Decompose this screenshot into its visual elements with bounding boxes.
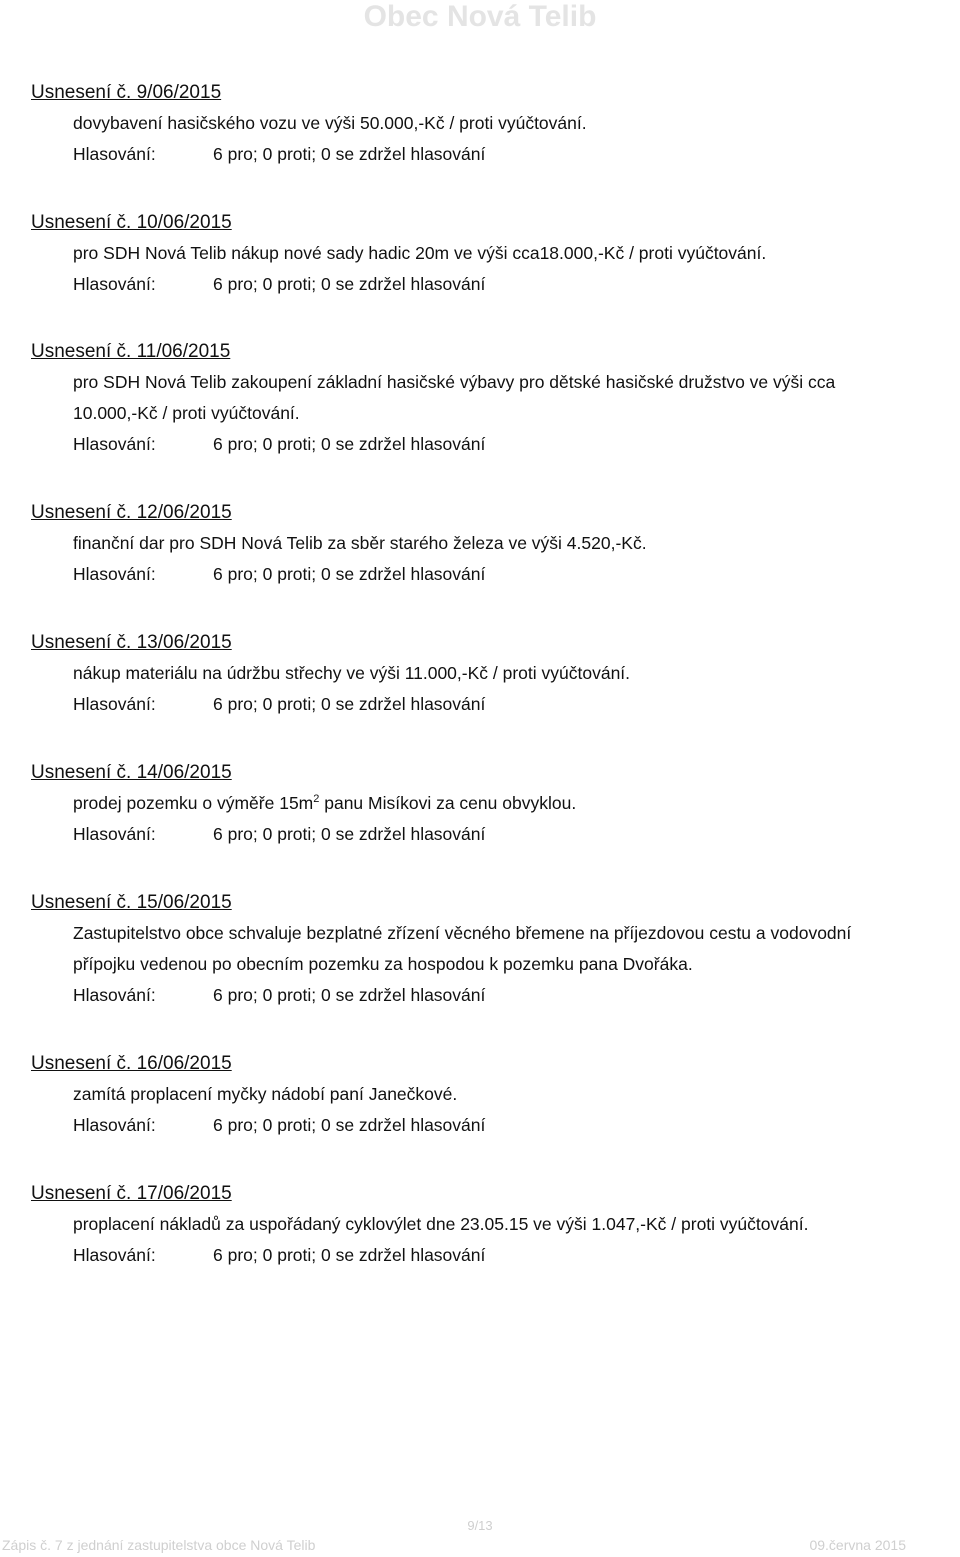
- vote-row: [73, 559, 956, 590]
- vote-result: 6 pro; 0 proti; 0 se zdržel hlasování: [213, 694, 486, 714]
- vote-label: Hlasování:: [73, 274, 156, 294]
- resolution-text: přípojku vedenou po obecním pozemku za hospodou k pozemku pana Dvořáka.: [73, 954, 693, 974]
- vote-result: 6 pro; 0 proti; 0 se zdržel hlasování: [213, 434, 486, 454]
- vote-result: 6 pro; 0 proti; 0 se zdržel hlasování: [213, 824, 486, 844]
- vote-row: [73, 429, 956, 460]
- resolution-text: proplacení nákladů za uspořádaný cyklovýlet dne 23.05.15 ve výši 1.047,-Kč / proti vyúčtování.: [73, 1214, 809, 1234]
- resolution-13: [31, 628, 956, 720]
- vote-row: [73, 689, 956, 720]
- resolution-text: pro SDH Nová Telib nákup nové sady hadic 20m ve výši cca18.000,-Kč / proti vyúčtování.: [73, 243, 767, 263]
- resolution-15: [31, 888, 956, 1011]
- vote-row: [73, 1110, 956, 1141]
- resolution-title: Usnesení č. 10/06/2015: [31, 212, 232, 233]
- superscript: 2: [313, 793, 320, 806]
- header-watermark: Obec Nová Telib: [363, 0, 597, 33]
- resolution-10: [31, 208, 956, 300]
- resolution-text: nákup materiálu na údržbu střechy ve výši 11.000,-Kč / proti vyúčtování.: [73, 663, 631, 683]
- resolutions-list: [31, 78, 956, 1271]
- resolution-14: [31, 758, 956, 850]
- vote-label: Hlasování:: [73, 985, 156, 1005]
- resolution-text: finanční dar pro SDH Nová Telib za sběr starého železa ve výši 4.520,-Kč.: [73, 533, 647, 553]
- resolution-text: pro SDH Nová Telib zakoupení základní hasičské výbavy pro dětské hasičské družstvo ve výši cca: [73, 372, 836, 392]
- resolution-title: Usnesení č. 16/06/2015: [31, 1053, 232, 1074]
- vote-row: [73, 1240, 956, 1271]
- resolution-text: dovybavení hasičského vozu ve výši 50.000,-Kč / proti vyúčtování.: [73, 113, 587, 133]
- vote-row: [73, 139, 956, 170]
- resolution-text: Zastupitelstvo obce schvaluje bezplatné zřízení věcného břemene na příjezdovou cestu a vodovodní: [73, 923, 852, 943]
- resolution-text: zamítá proplacení myčky nádobí paní Janečkové.: [73, 1084, 458, 1104]
- vote-label: Hlasování:: [73, 434, 156, 454]
- vote-row: [73, 819, 956, 850]
- vote-row: [73, 269, 956, 300]
- vote-result: 6 pro; 0 proti; 0 se zdržel hlasování: [213, 985, 486, 1005]
- resolution-17: [31, 1179, 956, 1271]
- vote-label: Hlasování:: [73, 824, 156, 844]
- resolution-title: Usnesení č. 15/06/2015: [31, 892, 232, 913]
- resolution-9: [31, 78, 956, 170]
- vote-row: [73, 980, 956, 1011]
- vote-label: Hlasování:: [73, 694, 156, 714]
- resolution-title: Usnesení č. 11/06/2015: [31, 341, 231, 362]
- vote-label: Hlasování:: [73, 144, 156, 164]
- resolution-text-part: prodej pozemku o výměře 15m: [73, 793, 314, 813]
- resolution-12: [31, 498, 956, 590]
- vote-label: Hlasování:: [73, 564, 156, 584]
- vote-result: 6 pro; 0 proti; 0 se zdržel hlasování: [213, 564, 486, 584]
- resolution-text-part: panu Misíkovi za cenu obvyklou.: [319, 793, 577, 813]
- resolution-text: [73, 788, 956, 819]
- vote-label: Hlasování:: [73, 1245, 156, 1265]
- page-number: 9/13: [467, 1518, 493, 1533]
- resolution-title: Usnesení č. 14/06/2015: [31, 762, 232, 783]
- resolution-text: 10.000,-Kč / proti vyúčtování.: [73, 403, 300, 423]
- footer-date: 09.června 2015: [809, 1537, 906, 1553]
- resolution-title: Usnesení č. 12/06/2015: [31, 502, 232, 523]
- vote-result: 6 pro; 0 proti; 0 se zdržel hlasování: [213, 1115, 486, 1135]
- resolution-title: Usnesení č. 9/06/2015: [31, 82, 222, 103]
- resolution-title: Usnesení č. 17/06/2015: [31, 1183, 232, 1204]
- vote-result: 6 pro; 0 proti; 0 se zdržel hlasování: [213, 1245, 486, 1265]
- resolution-title: Usnesení č. 13/06/2015: [31, 632, 232, 653]
- resolution-11: [31, 337, 956, 460]
- footer-document-title: Zápis č. 7 z jednání zastupitelstva obce Nová Telib: [2, 1537, 316, 1553]
- vote-result: 6 pro; 0 proti; 0 se zdržel hlasování: [213, 144, 486, 164]
- vote-result: 6 pro; 0 proti; 0 se zdržel hlasování: [213, 274, 486, 294]
- resolution-16: [31, 1049, 956, 1141]
- vote-label: Hlasování:: [73, 1115, 156, 1135]
